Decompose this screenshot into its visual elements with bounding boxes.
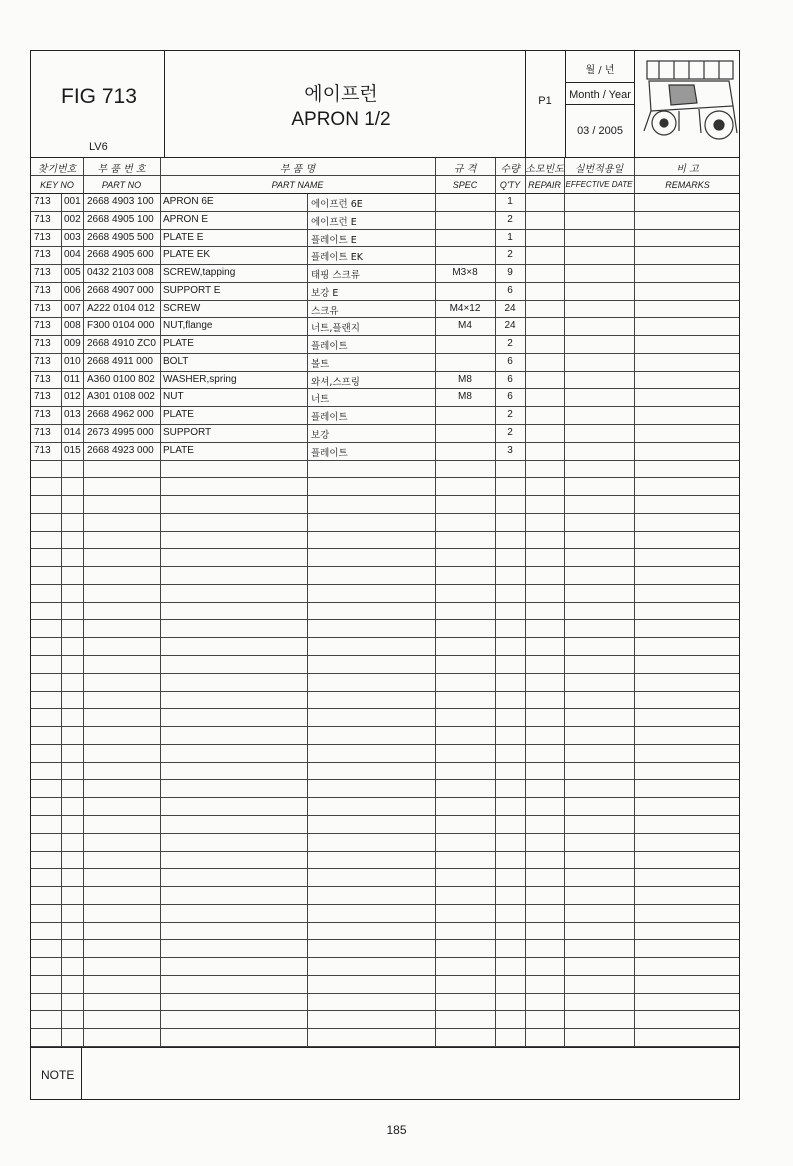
cell-name-en: SUPPORT bbox=[163, 427, 212, 439]
col-repair-ko: 소모빈도 bbox=[525, 164, 564, 175]
cell-part-no: A222 0104 012 bbox=[87, 302, 155, 314]
cell-key: 011 bbox=[64, 373, 80, 385]
col-effective-date-ko: 실번적용일 bbox=[574, 164, 624, 175]
column-header-row bbox=[31, 158, 739, 194]
table-row bbox=[31, 656, 739, 674]
cell-name-en: PLATE E bbox=[163, 231, 204, 243]
cell-name-ko: 볼트 bbox=[311, 358, 330, 370]
table-row bbox=[31, 496, 739, 514]
cell-part-no: 2668 4905 500 bbox=[87, 231, 154, 243]
cell-fig: 713 bbox=[34, 373, 51, 385]
table-row bbox=[31, 585, 739, 603]
table-row bbox=[31, 461, 739, 479]
cell-name-en: SCREW bbox=[163, 302, 201, 314]
table-row bbox=[31, 798, 739, 816]
cell-fig: 713 bbox=[34, 231, 51, 243]
cell-fig: 713 bbox=[34, 320, 51, 332]
cell-key: 013 bbox=[64, 409, 81, 421]
cell-name-ko: 보강 bbox=[311, 430, 330, 442]
cell-key: 003 bbox=[64, 231, 81, 243]
cell-name-ko: 태핑 스크류 bbox=[311, 270, 360, 282]
cell-fig: 713 bbox=[34, 196, 51, 207]
cell-qty: 6 bbox=[507, 373, 513, 385]
cell-fig: 713 bbox=[34, 267, 51, 279]
table-row bbox=[31, 834, 739, 852]
cell-part-no: 2668 4907 000 bbox=[87, 284, 154, 296]
cell-qty: 24 bbox=[504, 302, 516, 314]
cell-fig: 713 bbox=[34, 302, 51, 314]
cell-fig: 713 bbox=[34, 427, 51, 439]
cell-key: 001 bbox=[64, 196, 81, 207]
col-qty: Q'TY bbox=[499, 180, 521, 190]
col-part-no: PART NO bbox=[101, 180, 142, 190]
table-row bbox=[31, 549, 739, 567]
col-part-name-ko: 부 품 명 bbox=[279, 164, 316, 175]
title-english: APRON 1/2 bbox=[291, 109, 391, 130]
cell-part-no: F300 0104 000 bbox=[87, 320, 155, 332]
table-row bbox=[31, 1029, 739, 1047]
cell-key: 002 bbox=[64, 213, 81, 225]
cell-key: 007 bbox=[64, 302, 81, 314]
cell-name-en: PLATE bbox=[163, 338, 194, 350]
table-row bbox=[31, 958, 739, 976]
cell-part-no: 2668 4905 100 bbox=[87, 213, 154, 225]
cell-key: 008 bbox=[64, 320, 81, 332]
table-row bbox=[31, 372, 739, 390]
table-row bbox=[31, 940, 739, 958]
cell-key: 005 bbox=[64, 267, 81, 279]
cell-fig: 713 bbox=[34, 391, 51, 403]
note-label: NOTE bbox=[41, 1068, 75, 1082]
col-spec: SPEC bbox=[452, 180, 478, 190]
cell-spec: M8 bbox=[458, 373, 472, 385]
cell-fig: 713 bbox=[34, 213, 51, 225]
cell-key: 012 bbox=[64, 391, 81, 403]
table-row bbox=[31, 887, 739, 905]
table-row bbox=[31, 976, 739, 994]
model-name: LV6 bbox=[89, 141, 108, 153]
table-row bbox=[31, 638, 739, 656]
cell-key: 014 bbox=[64, 427, 81, 439]
col-key-no: KEY NO bbox=[40, 180, 74, 190]
cell-spec: M8 bbox=[458, 391, 472, 403]
table-row bbox=[31, 603, 739, 621]
cell-name-ko: 플레이트 E bbox=[311, 234, 357, 246]
table-row bbox=[31, 780, 739, 798]
cell-qty: 2 bbox=[507, 338, 513, 350]
cell-part-no: 2668 4903 100 bbox=[87, 196, 154, 207]
cell-name-ko: 플레이트 EK bbox=[311, 252, 363, 264]
table-row bbox=[31, 709, 739, 727]
cell-fig: 713 bbox=[34, 409, 51, 421]
cell-qty: 1 bbox=[507, 196, 513, 207]
cell-fig: 713 bbox=[34, 249, 51, 261]
cell-part-no: 2668 4911 000 bbox=[87, 355, 153, 367]
cell-name-en: APRON 6E bbox=[163, 196, 214, 207]
parts-list-sheet bbox=[30, 50, 740, 1100]
cell-spec: M3×8 bbox=[452, 267, 478, 279]
table-row bbox=[31, 905, 739, 923]
cell-name-ko: 플레이트 bbox=[311, 412, 348, 424]
table-row bbox=[31, 194, 739, 212]
table-row bbox=[31, 852, 739, 870]
cell-qty: 9 bbox=[507, 267, 513, 279]
cell-name-ko: 보강 E bbox=[311, 287, 339, 299]
table-row bbox=[31, 923, 739, 941]
cell-qty: 2 bbox=[507, 249, 513, 261]
cell-qty: 6 bbox=[507, 355, 513, 367]
cell-qty: 24 bbox=[504, 320, 516, 332]
title-korean: 에이프런 bbox=[304, 83, 378, 105]
cell-key: 015 bbox=[64, 444, 81, 456]
cell-key: 006 bbox=[64, 284, 81, 296]
table-row bbox=[31, 354, 739, 372]
cell-name-en: APRON E bbox=[163, 213, 209, 225]
month-year-label-ko: 월 / 년 bbox=[585, 65, 615, 76]
table-row bbox=[31, 230, 739, 248]
table-row bbox=[31, 763, 739, 781]
cell-key: 010 bbox=[64, 355, 81, 367]
col-qty-ko: 수량 bbox=[500, 164, 520, 175]
cell-name-ko: 와셔,스프링 bbox=[311, 376, 360, 388]
cell-name-en: PLATE bbox=[163, 444, 194, 456]
cell-name-en: PLATE EK bbox=[163, 249, 211, 261]
table-row bbox=[31, 674, 739, 692]
table-row bbox=[31, 567, 739, 585]
cell-name-en: SUPPORT E bbox=[163, 284, 221, 296]
cell-spec: M4 bbox=[458, 320, 472, 332]
cell-name-en: NUT bbox=[163, 391, 184, 403]
cell-part-no: A360 0100 802 bbox=[87, 373, 155, 385]
col-part-no-ko: 부 품 번 호 bbox=[97, 164, 146, 175]
page-number: 185 bbox=[386, 1123, 407, 1137]
cell-name-ko: 플레이트 bbox=[311, 447, 348, 459]
col-repair: REPAIR bbox=[528, 180, 561, 190]
table-row bbox=[31, 727, 739, 745]
table-row bbox=[31, 212, 739, 230]
table-row bbox=[31, 532, 739, 550]
table-row bbox=[31, 745, 739, 763]
table-row bbox=[31, 301, 739, 319]
table-row bbox=[31, 247, 739, 265]
cell-key: 004 bbox=[64, 249, 81, 261]
cell-spec: M4×12 bbox=[449, 302, 481, 314]
cell-name-ko: 너트,플랜지 bbox=[311, 323, 360, 335]
cell-qty: 2 bbox=[507, 427, 513, 439]
cell-part-no: 0432 2103 008 bbox=[87, 267, 154, 279]
table-row bbox=[31, 283, 739, 301]
table-row bbox=[31, 1011, 739, 1029]
figure-number: FIG 713 bbox=[61, 85, 137, 108]
cell-part-no: 2668 4962 000 bbox=[87, 409, 154, 421]
cell-name-ko: 스크유 bbox=[311, 305, 339, 317]
cell-name-en: BOLT bbox=[163, 355, 189, 367]
table-row bbox=[31, 869, 739, 887]
issue-date: 03 / 2005 bbox=[577, 125, 623, 137]
cell-name-en: PLATE bbox=[163, 409, 194, 421]
table-row bbox=[31, 621, 739, 639]
cell-name-en: SCREW,tapping bbox=[163, 267, 236, 279]
sheet-header bbox=[31, 51, 739, 158]
cell-qty: 6 bbox=[507, 391, 513, 403]
cell-name-ko: 에이프런 E bbox=[311, 216, 357, 228]
table-row bbox=[31, 336, 739, 354]
cell-name-ko: 너트 bbox=[311, 394, 330, 406]
cell-part-no: 2668 4923 000 bbox=[87, 444, 154, 456]
cell-qty: 6 bbox=[507, 284, 513, 296]
note-section bbox=[31, 1047, 739, 1099]
col-remarks: REMARKS bbox=[665, 180, 710, 190]
cell-part-no: 2668 4910 ZC0 bbox=[87, 338, 156, 350]
month-year-label: Month / Year bbox=[569, 89, 631, 101]
page-code: P1 bbox=[538, 95, 552, 107]
col-effective-date: EFFECTIVE DATE bbox=[565, 180, 633, 189]
cell-part-no: 2668 4905 600 bbox=[87, 249, 154, 261]
table-row bbox=[31, 265, 739, 283]
cell-key: 009 bbox=[64, 338, 81, 350]
cell-qty: 3 bbox=[507, 444, 513, 456]
table-row bbox=[31, 425, 739, 443]
cell-fig: 713 bbox=[34, 338, 51, 350]
cell-fig: 713 bbox=[34, 444, 51, 456]
cell-qty: 2 bbox=[507, 213, 513, 225]
tractor-illustration-icon bbox=[639, 51, 740, 157]
col-key-no-ko: 찾기번호 bbox=[37, 164, 77, 175]
cell-part-no: 2673 4995 000 bbox=[87, 427, 154, 439]
col-spec-ko: 규 격 bbox=[453, 164, 477, 175]
table-row bbox=[31, 407, 739, 425]
cell-qty: 2 bbox=[507, 409, 513, 421]
col-remarks-ko: 비 고 bbox=[676, 164, 699, 175]
table-row bbox=[31, 318, 739, 336]
cell-part-no: A301 0108 002 bbox=[87, 391, 155, 403]
col-part-name: PART NAME bbox=[271, 180, 324, 190]
cell-name-en: NUT,flange bbox=[163, 320, 213, 332]
table-row bbox=[31, 816, 739, 834]
cell-fig: 713 bbox=[34, 355, 51, 367]
table-row bbox=[31, 443, 739, 461]
table-row bbox=[31, 389, 739, 407]
table-row bbox=[31, 514, 739, 532]
cell-name-en: WASHER,spring bbox=[163, 373, 237, 385]
cell-name-ko: 플레이트 bbox=[311, 341, 348, 353]
table-row bbox=[31, 692, 739, 710]
table-row bbox=[31, 478, 739, 496]
cell-fig: 713 bbox=[34, 284, 51, 296]
parts-table bbox=[31, 194, 739, 1047]
cell-qty: 1 bbox=[507, 231, 513, 243]
table-row bbox=[31, 994, 739, 1012]
cell-name-ko: 에이프런 6E bbox=[311, 199, 363, 210]
